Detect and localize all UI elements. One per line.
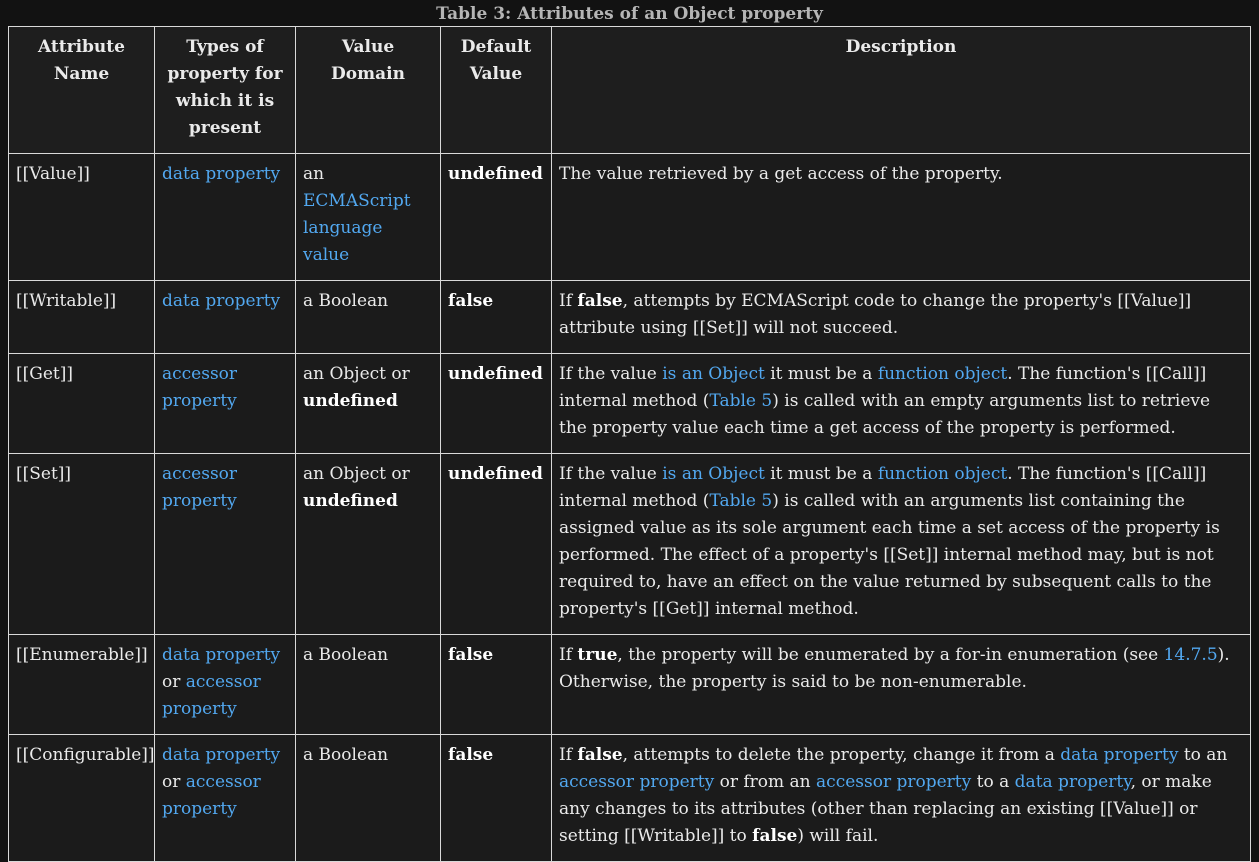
desc-text: ) will fail. [797,826,879,846]
is-an-object-link[interactable]: is an Object [662,364,765,384]
header-value-domain: Value Domain [296,27,441,154]
or-text: or [162,772,186,792]
header-description: Description [552,27,1251,154]
data-property-link[interactable]: data property [162,745,281,765]
desc-text: or from an [714,772,817,792]
property-types [155,154,296,281]
default-value [441,354,552,454]
desc-text: . The function's [[Call]] internal method ( [559,364,1207,411]
data-property-link[interactable]: data property [162,164,281,184]
desc-text: ) is called with an empty arguments list to retrieve the property value each time a get access of the property is performed. [559,391,1211,438]
table-5-link[interactable]: Table 5 [709,491,773,511]
description [552,354,1251,454]
domain-bold: undefined [303,391,398,411]
desc-text: , or make any changes to its attributes (other than replacing an existing [[Value]] or setting [[Writable]] to [559,772,1212,846]
table-row-set [9,454,1251,635]
desc-text: If [559,645,578,665]
table-5-link[interactable]: Table 5 [709,391,773,411]
accessor-property-link[interactable]: accessor property [162,464,238,511]
accessor-property-link[interactable]: accessor property [162,772,261,819]
accessor-property-link[interactable]: accessor property [162,364,238,411]
desc-bold: true [577,645,618,665]
description: The value retrieved by a get access of the property. [552,154,1251,281]
property-types [155,281,296,354]
desc-text: If the value [559,464,663,484]
attribute-name: [[Set]] [9,454,155,635]
table-row-value [9,154,1251,281]
table-caption: Table 3: Attributes of an Object property [436,4,823,24]
attributes-table [8,26,1251,862]
default-value [441,635,552,735]
attribute-name: [[Value]] [9,154,155,281]
header-attribute-name: Attribute Name [9,27,155,154]
function-object-link[interactable]: function object [877,364,1008,384]
description [552,281,1251,354]
desc-text: to an [1178,745,1228,765]
default-value-text: undefined [448,464,543,484]
attribute-name: [[Get]] [9,354,155,454]
desc-bold: false [577,291,623,311]
header-types: Types of property for which it is present [155,27,296,154]
property-types [155,735,296,862]
header-default-value: Default Value [441,27,552,154]
value-domain [296,454,441,635]
table-row-enumerable [9,635,1251,735]
value-domain [296,354,441,454]
table-row-writable [9,281,1251,354]
accessor-property-link[interactable]: accessor property [816,772,972,792]
property-types [155,454,296,635]
attribute-name: [[Configurable]] [9,735,155,862]
table-row-get [9,354,1251,454]
value-domain: a Boolean [296,281,441,354]
section-14-7-5-link[interactable]: 14.7.5 [1163,645,1218,665]
accessor-property-link[interactable]: accessor property [559,772,715,792]
value-domain: a Boolean [296,735,441,862]
desc-text: , the property will be enumerated by a for-in enumeration (see [617,645,1164,665]
default-value [441,735,552,862]
default-value-text: false [448,291,494,311]
desc-text: it must be a [764,364,878,384]
default-value [441,154,552,281]
data-property-link[interactable]: data property [162,645,281,665]
desc-text: , attempts to delete the property, change it from a [622,745,1061,765]
default-value [441,281,552,354]
domain-text: an Object or [303,364,410,384]
table-row-configurable [9,735,1251,862]
data-property-link[interactable]: data property [1014,772,1131,792]
desc-text: If [559,745,578,765]
description [552,735,1251,862]
default-value-text: false [448,645,494,665]
domain-bold: undefined [303,491,398,511]
description [552,635,1251,735]
default-value-text: undefined [448,164,543,184]
property-types [155,354,296,454]
data-property-link[interactable]: data property [1060,745,1179,765]
desc-text: , attempts by ECMAScript code to change the property's [[Value]] attribute using [[Set]] will not succeed. [559,291,1192,338]
accessor-property-link[interactable]: accessor property [162,672,261,719]
description [552,454,1251,635]
table-header-row [9,27,1251,154]
desc-bold: false [752,826,798,846]
domain-text: an [303,164,325,184]
value-domain: a Boolean [296,635,441,735]
desc-text: If the value [559,364,663,384]
desc-text: ) is called with an arguments list containing the assigned value as its sole argument each time a set access of the property is performed. The effect of a property's [[Set]] internal method may, but is not required to, have an effect on the value returned by subsequent calls to the property's [[Get]] internal method. [559,491,1220,619]
function-object-link[interactable]: function object [877,464,1008,484]
attribute-name: [[Enumerable]] [9,635,155,735]
desc-text: . The function's [[Call]] internal method ( [559,464,1207,511]
ecmascript-language-value-link[interactable]: ECMAScript language value [303,191,411,265]
property-types [155,635,296,735]
value-domain [296,154,441,281]
or-text: or [162,672,186,692]
default-value [441,454,552,635]
desc-bold: false [577,745,623,765]
domain-text: an Object or [303,464,410,484]
desc-text: ). Otherwise, the property is said to be non-enumerable. [559,645,1230,692]
attribute-name: [[Writable]] [9,281,155,354]
default-value-text: false [448,745,494,765]
desc-text: to a [971,772,1015,792]
data-property-link[interactable]: data property [162,291,281,311]
desc-text: it must be a [764,464,878,484]
desc-text: If [559,291,578,311]
is-an-object-link[interactable]: is an Object [662,464,765,484]
default-value-text: undefined [448,364,543,384]
